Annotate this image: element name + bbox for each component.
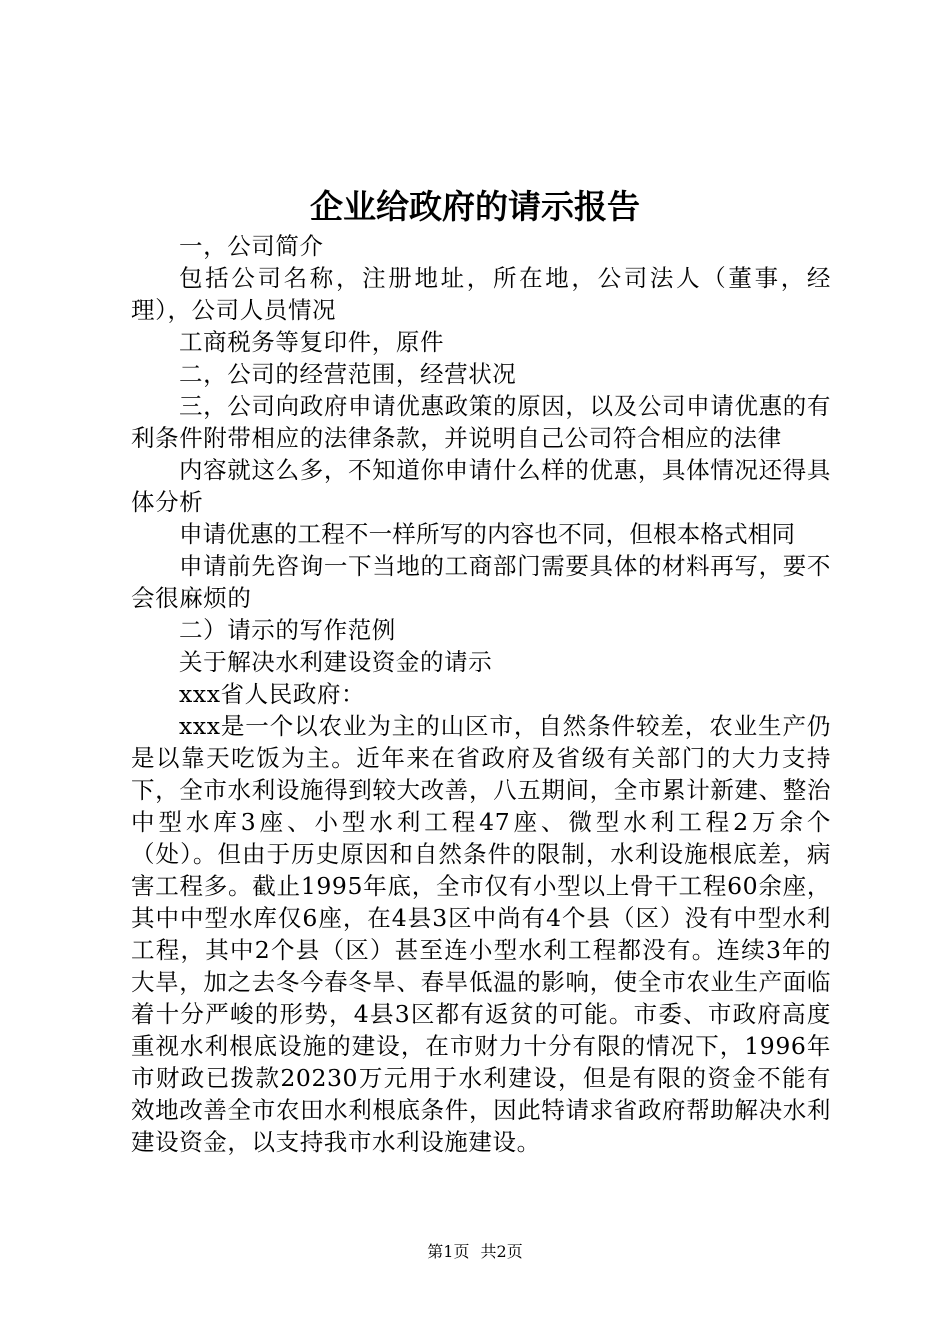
document-body: [131, 230, 831, 1158]
paragraph: 关于解决水利建设资金的请示: [179, 648, 493, 676]
paragraph: xxx省人民政府：: [179, 680, 366, 708]
page-number: 第1页: [427, 1242, 470, 1261]
document-title: 企业给政府的请示报告: [310, 187, 640, 226]
paragraph: 申请优惠的工程不一样所写的内容也不同，但根本格式相同: [179, 520, 796, 548]
paragraph: 一，公司简介: [179, 232, 324, 260]
paragraph: 申请前先咨询一下当地的工商部门需要具体的材料再写，要不会很麻烦的: [131, 552, 831, 612]
paragraph: 工商税务等复印件，原件: [179, 328, 445, 356]
paragraph: 三，公司向政府申请优惠政策的原因，以及公司申请优惠的有利条件附带相应的法律条款，并说明自己公司符合相应的法律: [131, 392, 831, 452]
page-total: 共2页: [480, 1242, 523, 1261]
paragraph: 包括公司名称，注册地址，所在地，公司法人（董事，经理），公司人员情况: [131, 264, 831, 324]
paragraph: 二，公司的经营范围，经营状况: [179, 360, 517, 388]
paragraph: 二）请示的写作范例: [179, 616, 396, 644]
page-footer: [0, 1240, 950, 1264]
paragraph: 内容就这么多，不知道你申请什么样的优惠，具体情况还得具体分析: [131, 456, 831, 516]
paragraph: xxx是一个以农业为主的山区市，自然条件较差，农业生产仍是以靠天吃饭为主。近年来在省政府及省级有关部门的大力支持下，全市水利设施得到较大改善，八五期间，全市累计新建、整治中型水库3座、小型水利工程47座、微型水利工程2万余个（处）。但由于历史原因和自然条件的限制，水利设施根底差，病害工程多。截止1995年底，全市仅有小型以上骨干工程60余座，其中中型水库仅6座，在4县3区中尚有4个县（区）没有中型水利工程，其中2个县（区）甚至连小型水利工程都没有。连续3年的大旱，加之去冬今春冬旱、春旱低温的影响，使全市农业生产面临着十分严峻的形势，4县3区都有返贫的可能。市委、市政府高度重视水利根底设施的建设，在市财力十分有限的情况下，1996年市财政已拨款20230万元用于水利建设，但是有限的资金不能有效地改善全市农田水利根底条件，因此特请求省政府帮助解决水利建设资金，以支持我市水利设施建设。: [131, 712, 831, 1156]
